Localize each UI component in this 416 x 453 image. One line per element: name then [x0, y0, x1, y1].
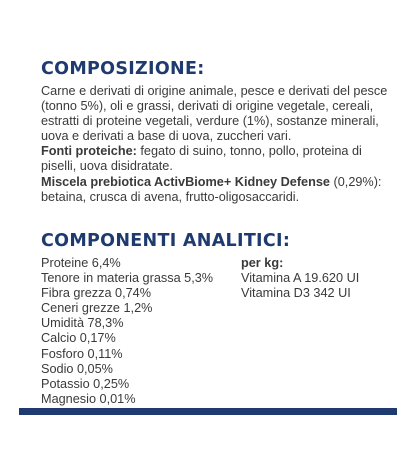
prebiotic-paragraph: [41, 175, 393, 205]
ingredients-text: Carne e derivati di origine animale, pesce e derivati del pesce (tonno 5%), oli e grassi, derivati di origine vegetale, cereali, estratti di proteine vegetali, verdure (1%), sostanze minerali, uova e derivati a base di uova, zuccheri vari.: [41, 84, 388, 144]
component-item: Umidità 78,3%: [41, 316, 124, 331]
analytical-components-heading: COMPONENTI ANALITICI:: [41, 231, 291, 251]
component-item: Potassio 0,25%: [41, 376, 130, 391]
component-item: Tenore in materia grassa 5,3%: [41, 271, 214, 286]
per-kg-list: [241, 256, 401, 301]
protein-sources-text: fegato di suino, tonno, pollo, proteina di piselli, uova disidratate.: [41, 144, 362, 174]
prebiotic-text: (0,29%): betaina, crusca di avena, frutto-oligosaccaridi.: [41, 174, 382, 204]
prebiotic-label: Miscela prebiotica ActivBiome+ Kidney Defense: [41, 174, 330, 189]
protein-sources-paragraph: [41, 144, 393, 174]
vitamin-item: Vitamina D3 342 UI: [241, 286, 351, 301]
per-kg-heading: per kg:: [241, 256, 284, 270]
component-item: Calcio 0,17%: [41, 331, 116, 346]
composition-heading: COMPOSIZIONE:: [41, 59, 205, 79]
component-item: Fosforo 0,11%: [41, 346, 123, 361]
vitamin-item: Vitamina A 19.620 UI: [241, 271, 360, 286]
bottom-divider-bar: [19, 408, 397, 415]
protein-sources-label: Fonti proteiche:: [41, 144, 137, 159]
ingredients-paragraph: [41, 84, 393, 144]
component-item: Fibra grezza 0,74%: [41, 286, 152, 301]
component-item: Magnesio 0,01%: [41, 391, 136, 406]
analytical-components-list: [41, 256, 246, 407]
component-item: Sodio 0,05%: [41, 361, 113, 376]
component-item: Proteine 6,4%: [41, 256, 121, 270]
composition-text: [41, 84, 393, 205]
component-item: Ceneri grezze 1,2%: [41, 301, 153, 316]
